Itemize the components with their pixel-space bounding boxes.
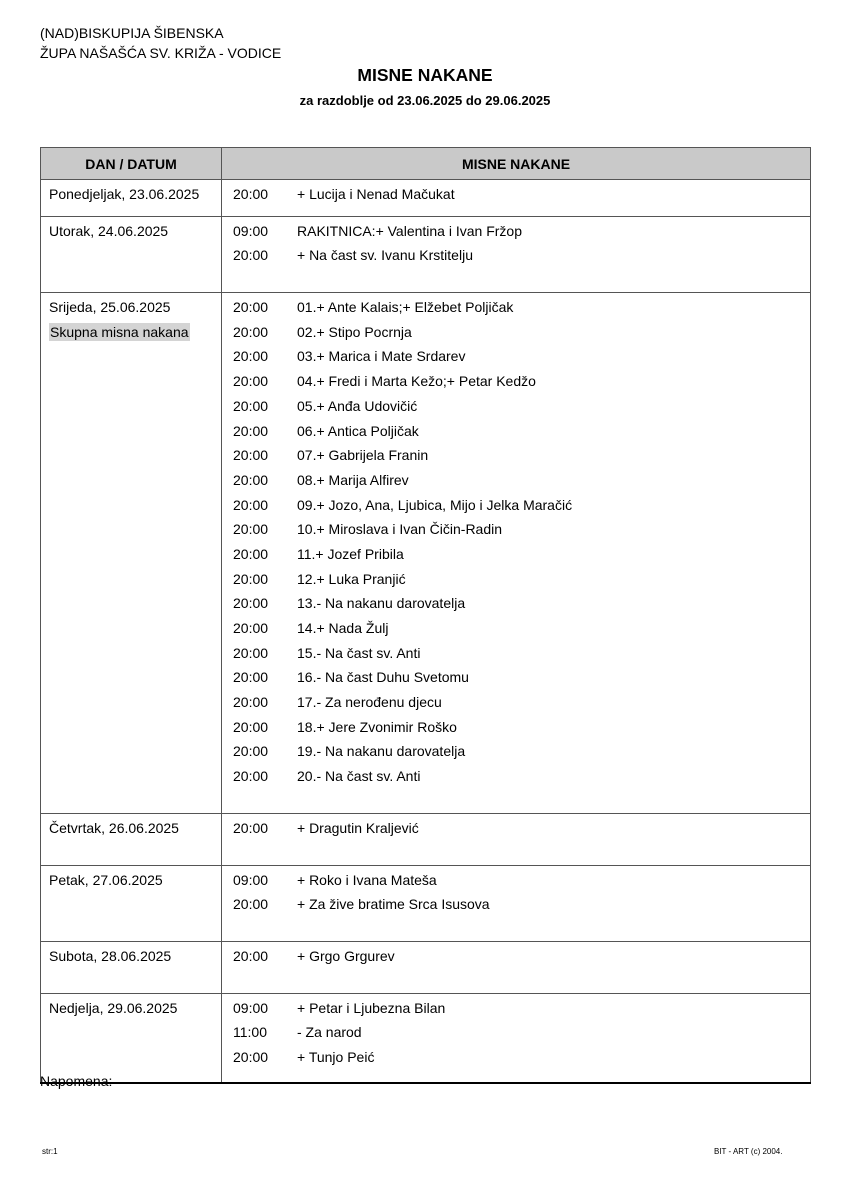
intentions-cell xyxy=(222,865,811,941)
list-item xyxy=(222,567,810,592)
intention-list xyxy=(222,866,810,941)
mass-time: 20:00 xyxy=(233,595,269,612)
list-item xyxy=(222,320,810,345)
list-item xyxy=(222,419,810,444)
mass-time: 20:00 xyxy=(233,1048,269,1065)
day-date-label: Petak, 27.06.2025 xyxy=(49,871,163,888)
list-item xyxy=(222,892,810,917)
mass-intention: 06.+ Antica Poljičak xyxy=(297,422,419,439)
note-label: Napomena: xyxy=(40,1073,113,1089)
list-item xyxy=(222,641,810,666)
list-item xyxy=(222,219,810,244)
table-row xyxy=(41,813,811,865)
mass-intention: 14.+ Nada Žulj xyxy=(297,620,389,636)
list-item xyxy=(222,182,810,207)
intention-list xyxy=(222,814,810,865)
document-title: MISNE NAKANE xyxy=(357,65,493,85)
mass-time: 20:00 xyxy=(233,620,269,636)
day-date-cell xyxy=(41,993,222,1083)
mass-time: 09:00 xyxy=(233,871,269,888)
mass-time: 20:00 xyxy=(233,247,269,264)
mass-intention: + Za žive bratime Srca Isusova xyxy=(297,896,490,913)
mass-time: 11:00 xyxy=(233,1024,267,1041)
day-date-block xyxy=(41,866,221,893)
list-item xyxy=(222,468,810,493)
mass-intention: RAKITNICA:+ Valentina i Ivan Fržop xyxy=(297,222,522,239)
table-row xyxy=(41,941,811,993)
day-date-cell xyxy=(41,216,222,292)
list-item xyxy=(222,493,810,518)
mass-intention: 04.+ Fredi i Marta Kežo;+ Petar Kedžo xyxy=(297,373,536,390)
mass-intention: + Na čast sv. Ivanu Krstitelju xyxy=(297,247,473,264)
intentions-cell xyxy=(222,180,811,217)
intention-list xyxy=(222,217,810,292)
day-date-label: Srijeda, 25.06.2025 xyxy=(49,299,171,316)
list-item xyxy=(222,665,810,690)
column-header-day-date: DAN / DATUM xyxy=(41,148,222,180)
table-body xyxy=(41,180,811,1083)
mass-intention: 20.- Na čast sv. Anti xyxy=(297,768,421,785)
list-item xyxy=(222,394,810,419)
mass-intention: 01.+ Ante Kalais;+ Elžebet Poljičak xyxy=(297,299,514,316)
day-date-block xyxy=(41,814,221,841)
mass-time: 09:00 xyxy=(233,999,269,1016)
mass-intention: 02.+ Stipo Pocrnja xyxy=(297,323,412,340)
list-item xyxy=(222,996,810,1021)
mass-time: 20:00 xyxy=(233,768,269,785)
day-date-cell xyxy=(41,941,222,993)
mass-time: 20:00 xyxy=(233,373,269,390)
table-row xyxy=(41,216,811,292)
mass-time: 20:00 xyxy=(233,947,269,964)
day-date-block xyxy=(41,293,221,344)
list-item xyxy=(222,443,810,468)
software-credit: BIT - ART (c) 2004. xyxy=(714,1147,783,1156)
mass-intention: 18.+ Jere Zvonimir Roško xyxy=(297,718,457,735)
mass-time: 20:00 xyxy=(233,186,269,202)
diocese-name: (NAD)BISKUPIJA ŠIBENSKA xyxy=(40,25,224,41)
day-date-cell xyxy=(41,293,222,814)
mass-intention: + Dragutin Kraljević xyxy=(297,819,419,836)
page-number: str:1 xyxy=(42,1147,58,1156)
mass-time: 20:00 xyxy=(233,348,269,365)
day-date-block xyxy=(41,180,221,207)
mass-time: 20:00 xyxy=(233,743,269,760)
mass-time: 20:00 xyxy=(233,694,269,711)
mass-time: 20:00 xyxy=(233,397,269,414)
mass-intention: + Lucija i Nenad Mačukat xyxy=(297,186,455,202)
table-row xyxy=(41,993,811,1083)
mass-intention: 19.- Na nakanu darovatelja xyxy=(297,743,466,760)
day-date-block xyxy=(41,994,221,1021)
mass-intention: 16.- Na čast Duhu Svetomu xyxy=(297,669,469,686)
mass-time: 09:00 xyxy=(233,222,269,239)
day-date-label: Ponedjeljak, 23.06.2025 xyxy=(49,186,200,202)
mass-intention: 05.+ Anđa Udovičić xyxy=(297,397,418,414)
list-item xyxy=(222,616,810,641)
intention-list xyxy=(222,180,810,216)
intention-list xyxy=(222,293,810,813)
day-note-line xyxy=(49,320,221,345)
intention-list xyxy=(222,994,810,1082)
list-item xyxy=(222,542,810,567)
mass-intention: 07.+ Gabrijela Franin xyxy=(297,447,429,464)
mass-intention: 12.+ Luka Pranjić xyxy=(297,570,406,587)
table-header-row xyxy=(41,148,811,180)
list-item xyxy=(222,1045,810,1070)
list-item xyxy=(222,517,810,542)
mass-time: 20:00 xyxy=(233,669,269,686)
mass-intention: + Grgo Grgurev xyxy=(297,947,395,964)
intentions-cell xyxy=(222,216,811,292)
list-item xyxy=(222,243,810,268)
mass-intention: - Za narod xyxy=(297,1024,362,1041)
parish-name: ŽUPA NAŠAŠĆA SV. KRIŽA - VODICE xyxy=(40,45,282,61)
mass-time: 20:00 xyxy=(233,896,269,913)
table-row xyxy=(41,865,811,941)
mass-intention: 09.+ Jozo, Ana, Ljubica, Mijo i Jelka Maračić xyxy=(297,496,573,513)
intentions-cell xyxy=(222,941,811,993)
mass-intention: 13.- Na nakanu darovatelja xyxy=(297,595,466,612)
mass-intention: + Roko i Ivana Mateša xyxy=(297,871,437,888)
intentions-cell xyxy=(222,813,811,865)
mass-time: 20:00 xyxy=(233,323,269,340)
list-item xyxy=(222,764,810,789)
day-date-block xyxy=(41,942,221,969)
mass-intention: + Petar i Ljubezna Bilan xyxy=(297,999,446,1016)
intentions-cell xyxy=(222,293,811,814)
list-item xyxy=(222,369,810,394)
mass-intention: 03.+ Marica i Mate Srdarev xyxy=(297,348,466,365)
list-item xyxy=(222,1020,810,1045)
mass-time: 20:00 xyxy=(233,545,269,562)
list-item xyxy=(222,816,810,841)
document-subtitle: za razdoblje od 23.06.2025 do 29.06.2025 xyxy=(299,93,551,108)
mass-time: 20:00 xyxy=(233,570,269,587)
day-date-block xyxy=(41,217,221,244)
mass-time: 20:00 xyxy=(233,422,269,439)
mass-intentions-table xyxy=(40,147,811,1084)
collective-intention-note: Skupna misna nakana xyxy=(50,323,189,340)
mass-intention: 10.+ Miroslava i Ivan Čičin-Radin xyxy=(297,521,503,538)
mass-time: 20:00 xyxy=(233,496,269,513)
mass-time: 20:00 xyxy=(233,521,269,538)
day-date-label: Subota, 28.06.2025 xyxy=(49,947,172,964)
day-date-cell xyxy=(41,180,222,217)
mass-intention: 15.- Na čast sv. Anti xyxy=(297,644,421,661)
list-item xyxy=(222,868,810,893)
list-item xyxy=(222,715,810,740)
day-date-label: Utorak, 24.06.2025 xyxy=(49,222,169,239)
list-item xyxy=(222,591,810,616)
mass-time: 20:00 xyxy=(233,471,269,488)
mass-time: 20:00 xyxy=(233,718,269,735)
day-date-cell xyxy=(41,813,222,865)
mass-time: 20:00 xyxy=(233,644,269,661)
mass-intention: + Tunjo Peić xyxy=(297,1048,375,1065)
mass-time: 20:00 xyxy=(233,447,269,464)
day-date-cell xyxy=(41,865,222,941)
mass-intention: 17.- Za nerođenu djecu xyxy=(297,694,442,711)
table-row xyxy=(41,180,811,217)
list-item xyxy=(222,944,810,969)
table-row xyxy=(41,293,811,814)
list-item xyxy=(222,295,810,320)
mass-intention: 08.+ Marija Alfirev xyxy=(297,471,409,488)
mass-intention: 11.+ Jozef Pribila xyxy=(297,545,404,562)
list-item xyxy=(222,739,810,764)
intentions-cell xyxy=(222,993,811,1083)
day-date-label: Nedjelja, 29.06.2025 xyxy=(49,999,178,1016)
mass-time: 20:00 xyxy=(233,299,269,316)
column-header-intentions: MISNE NAKANE xyxy=(222,148,811,180)
list-item xyxy=(222,690,810,715)
list-item xyxy=(222,344,810,369)
mass-time: 20:00 xyxy=(233,819,269,836)
day-date-label: Četvrtak, 26.06.2025 xyxy=(49,819,179,836)
intention-list xyxy=(222,942,810,993)
